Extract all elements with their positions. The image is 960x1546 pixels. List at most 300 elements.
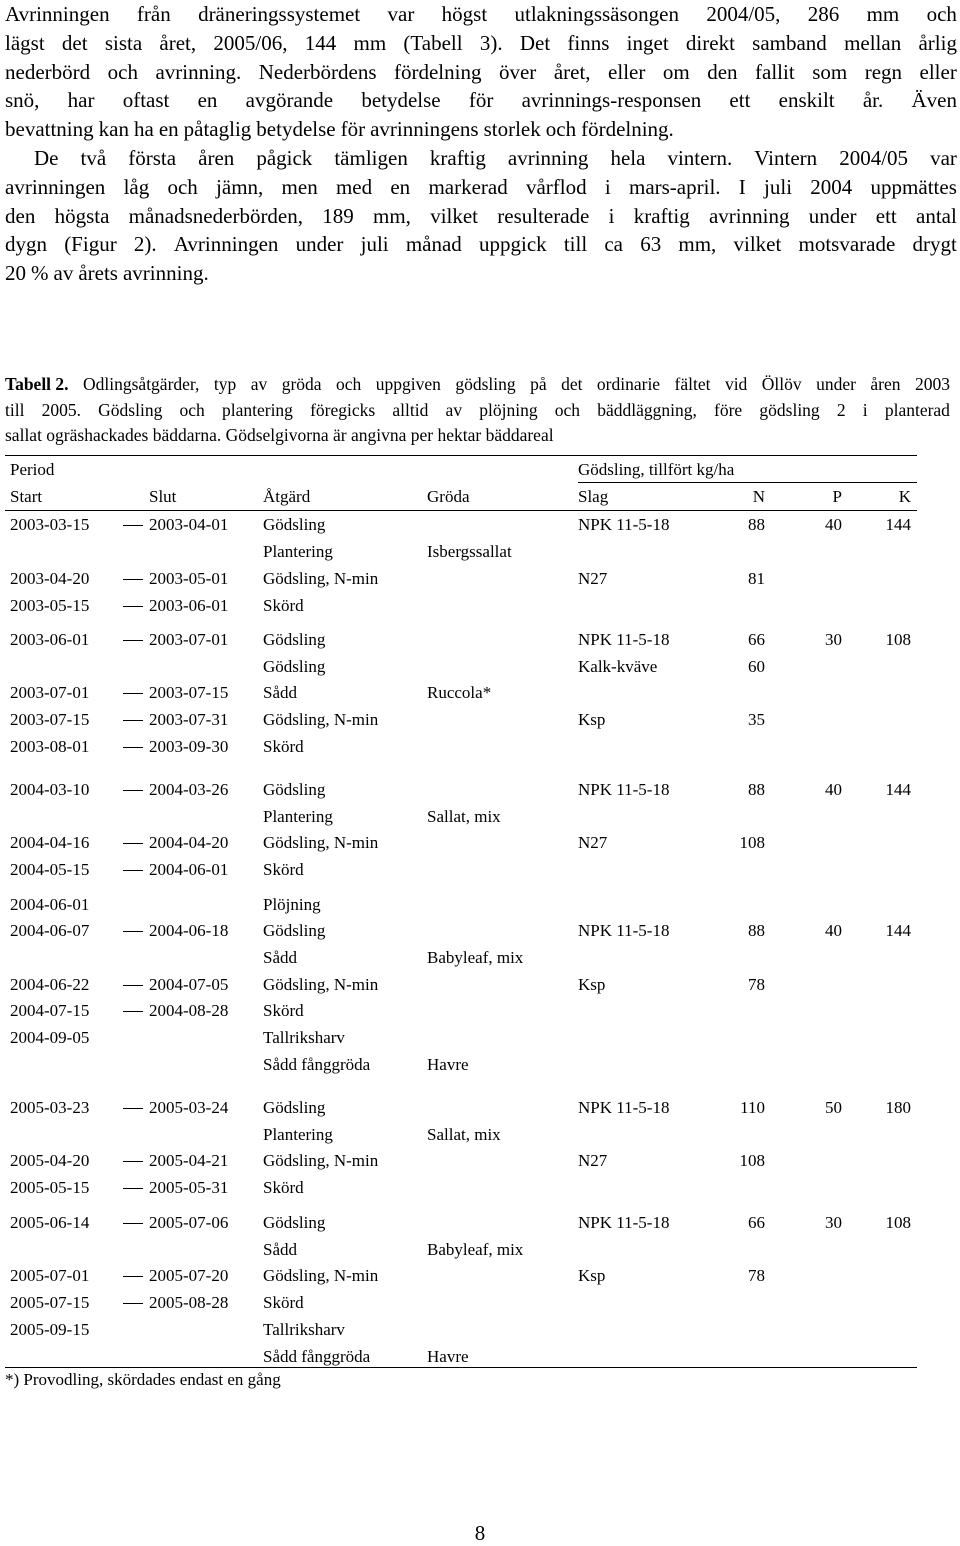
fertilizer-type-cell: NPK 11-5-18 <box>578 630 670 649</box>
paragraph-word: högst <box>441 2 488 26</box>
paragraph-word: inget <box>626 30 669 55</box>
paragraph-word: för <box>340 117 366 142</box>
paragraph-word: dräneringssystemet <box>198 2 361 26</box>
caption-word: och <box>179 399 205 420</box>
caption-word: till <box>5 399 25 420</box>
end-date-cell: 2005-03-24 <box>149 1098 229 1117</box>
nutrient-n-cell: 81 <box>748 569 765 588</box>
nutrient-p-cell: 30 <box>825 1213 842 1232</box>
nutrient-n-cell: 88 <box>748 515 765 534</box>
column-header-p: P <box>832 487 842 506</box>
paragraph-line <box>5 202 957 231</box>
paragraph-word: uppgick <box>478 232 547 257</box>
start-date-cell: 2004-06-22 <box>10 975 90 994</box>
paragraph-word: det <box>61 30 88 55</box>
paragraph-word: under <box>295 232 344 257</box>
date-range-dash <box>123 1303 143 1304</box>
start-date-cell: 2003-06-01 <box>10 630 90 649</box>
caption-word: 2 <box>836 399 846 420</box>
date-range-dash <box>123 931 143 932</box>
paragraph-word: vintern. <box>667 145 733 170</box>
paragraph-word: 189 <box>322 203 354 228</box>
action-cell: Gödsling, N-min <box>263 1266 379 1285</box>
paragraph-word: drygt <box>912 232 957 257</box>
paragraph-word: markerad <box>428 174 508 199</box>
caption-word: Gödsling <box>98 399 163 420</box>
end-date-cell: 2005-04-21 <box>149 1151 229 1170</box>
caption-word: och <box>554 399 581 420</box>
action-cell: Gödsling, N-min <box>263 1151 379 1170</box>
action-cell: Tallriksharv <box>263 1320 345 1339</box>
caption-line-3: sallat ogräshackades bäddarna. Gödselgivorna är angivna per hektar bäddareal <box>5 425 554 445</box>
paragraph-word: i <box>604 174 611 199</box>
crop-cell: Babyleaf, mix <box>427 1240 524 1259</box>
end-date-cell: 2004-08-28 <box>149 1001 229 1020</box>
start-date-cell: 2005-05-15 <box>10 1178 90 1197</box>
date-range-dash <box>123 870 143 871</box>
paragraph-word: mm, <box>678 232 717 257</box>
paragraph-word: två <box>80 145 107 170</box>
paragraph-word: 2004/05, <box>706 2 781 26</box>
paragraph-word: utlakningssäsongen <box>514 2 679 26</box>
paragraph-word: var <box>930 145 957 170</box>
paragraph-word: mm, <box>373 203 411 228</box>
paragraph-word: De <box>34 145 59 170</box>
paragraph-word: en <box>158 117 179 142</box>
action-cell: Sådd fånggröda <box>263 1055 371 1074</box>
caption-word: plantering <box>221 399 293 420</box>
fertilizer-type-cell: NPK 11-5-18 <box>578 1098 670 1117</box>
caption-word: det <box>561 374 583 394</box>
nutrient-n-cell: 66 <box>748 1213 765 1232</box>
paragraph-word: kan <box>98 117 129 142</box>
paragraph-word: nederbörd <box>5 59 91 84</box>
end-date-cell: 2004-07-05 <box>149 975 229 994</box>
paragraph-word: låg <box>123 174 150 199</box>
start-date-cell: 2005-06-14 <box>10 1213 90 1232</box>
action-cell: Gödsling <box>263 1098 326 1117</box>
crop-cell: Babyleaf, mix <box>427 948 524 967</box>
action-cell: Tallriksharv <box>263 1028 345 1047</box>
paragraph-word: åren <box>198 145 235 170</box>
caption-word: planterad <box>884 399 950 420</box>
paragraph-word: juli <box>764 174 793 199</box>
crop-cell: Sallat, mix <box>427 1125 501 1144</box>
paragraph-word: en <box>390 174 411 199</box>
paragraph-word: eller <box>919 59 957 84</box>
page-number: 8 <box>474 1521 486 1545</box>
end-date-cell: 2003-04-01 <box>149 515 229 534</box>
paragraph-word: tämligen <box>334 145 408 170</box>
paragraph-word: månadsnederbörden, <box>128 203 304 228</box>
action-cell: Skörd <box>263 860 304 879</box>
paragraph-word: snö, <box>5 88 40 113</box>
action-cell: Gödsling <box>263 630 326 649</box>
column-header-crop: Gröda <box>427 487 470 506</box>
nutrient-n-cell: 60 <box>748 657 765 676</box>
caption-word: uppgiven <box>375 374 441 394</box>
date-range-dash <box>123 579 143 580</box>
nutrient-n-cell: 78 <box>748 1266 765 1285</box>
paragraph-word: den <box>707 59 738 84</box>
end-date-cell: 2003-09-30 <box>149 737 229 756</box>
paragraph-word: 286 <box>807 2 840 26</box>
nutrient-p-cell: 40 <box>825 780 842 799</box>
start-date-cell: 2005-07-01 <box>10 1266 90 1285</box>
caption-word: på <box>530 374 547 394</box>
nutrient-p-cell: 40 <box>825 921 842 940</box>
paragraph-word: som <box>812 59 848 84</box>
paragraph-word: men <box>281 174 318 199</box>
action-cell: Sådd <box>263 683 297 702</box>
date-range-dash <box>123 693 143 694</box>
paragraph-word: finns <box>567 30 610 55</box>
action-cell: Gödsling, N-min <box>263 975 379 994</box>
paragraph-word: var <box>387 2 415 26</box>
fertilizer-type-cell: NPK 11-5-18 <box>578 1213 670 1232</box>
paragraph-word: storlek <box>483 117 541 142</box>
paragraph-line <box>5 144 957 173</box>
start-date-cell: 2003-05-15 <box>10 596 90 615</box>
caption-word: alltid <box>392 399 429 420</box>
paragraph-word: motsvarade <box>798 232 896 257</box>
paragraph-word: samband <box>752 30 827 55</box>
action-cell: Gödsling <box>263 515 326 534</box>
paragraph-word: månad <box>405 232 462 257</box>
paragraph-word: regn <box>864 59 903 84</box>
paragraph-word: året, <box>553 59 591 84</box>
crop-cell: Sallat, mix <box>427 807 501 826</box>
nutrient-n-cell: 88 <box>748 780 765 799</box>
nutrient-k-cell: 108 <box>885 1213 911 1232</box>
action-cell: Skörd <box>263 1001 304 1020</box>
paragraph-line <box>5 58 957 87</box>
start-date-cell: 2004-03-10 <box>10 780 90 799</box>
paragraph-word: betydelse <box>361 88 441 113</box>
nutrient-k-cell: 144 <box>885 921 911 940</box>
paragraph-word: avgörande <box>245 88 334 113</box>
paragraph-word: juli <box>360 232 389 257</box>
paragraph-word: fallit <box>755 59 795 84</box>
caption-word: gröda <box>281 374 322 394</box>
paragraph-line <box>5 259 957 288</box>
paragraph-word: % <box>31 261 49 286</box>
caption-label: Tabell 2. <box>5 374 69 394</box>
end-date-cell: 2005-05-31 <box>149 1178 229 1197</box>
caption-line-2 <box>5 398 950 424</box>
end-date-cell: 2003-07-15 <box>149 683 229 702</box>
fertilizer-type-cell: N27 <box>578 569 608 588</box>
action-cell: Skörd <box>263 1293 304 1312</box>
action-cell: Plantering <box>263 1125 333 1144</box>
paragraph-word: kraftig <box>429 145 486 170</box>
paragraph-word: avrinning. <box>155 59 242 84</box>
action-cell: Plantering <box>263 542 333 561</box>
paragraph-word: mm <box>353 30 387 55</box>
paragraph-word: fördelning. <box>581 117 674 142</box>
caption-word: bäddläggning, <box>597 399 697 420</box>
paragraph-word: 63 <box>640 232 662 257</box>
action-cell: Skörd <box>263 596 304 615</box>
date-range-dash <box>123 843 143 844</box>
start-date-cell: 2003-07-15 <box>10 710 90 729</box>
column-header-n: N <box>752 487 765 506</box>
date-range-dash <box>123 640 143 641</box>
action-cell: Gödsling, N-min <box>263 833 379 852</box>
start-date-cell: 2003-03-15 <box>10 515 90 534</box>
paragraph-word: i <box>608 203 615 228</box>
nutrient-k-cell: 108 <box>885 630 911 649</box>
paragraph-word: 2). <box>133 232 157 257</box>
nutrient-n-cell: 66 <box>748 630 765 649</box>
column-header-type: Slag <box>578 487 609 506</box>
start-date-cell: 2003-04-20 <box>10 569 90 588</box>
paragraph-word: år. <box>862 88 884 113</box>
paragraph-word: avrinning <box>507 145 589 170</box>
fertilizer-type-cell: N27 <box>578 833 608 852</box>
paragraph-word: enskilt <box>778 88 835 113</box>
paragraph-word: 2005/06, <box>213 30 288 55</box>
nutrient-n-cell: 88 <box>748 921 765 940</box>
paragraph-word: kraftig <box>633 203 690 228</box>
start-date-cell: 2004-04-16 <box>10 833 90 852</box>
paragraph-word: till <box>563 232 588 257</box>
caption-word: ordinarie <box>596 374 661 394</box>
column-header-action: Åtgärd <box>263 487 311 506</box>
paragraph-word: Det <box>519 30 551 55</box>
date-range-dash <box>123 985 143 986</box>
paragraph-word: eller <box>608 59 646 84</box>
paragraph-line <box>5 29 957 58</box>
paragraph-word: avrinningen <box>5 174 106 199</box>
fertilizer-type-cell: Ksp <box>578 1266 606 1285</box>
fertilizer-type-cell: N27 <box>578 1151 608 1170</box>
paragraph-word: ca <box>604 232 624 257</box>
end-date-cell: 2004-03-26 <box>149 780 229 799</box>
caption-word: gödsling <box>455 374 516 394</box>
nutrient-n-cell: 110 <box>740 1098 765 1117</box>
paragraph-word: lägst <box>5 30 45 55</box>
start-date-cell: 2005-07-15 <box>10 1293 90 1312</box>
end-date-cell: 2004-06-18 <box>149 921 229 940</box>
paragraph-word: betydelse <box>256 117 336 142</box>
date-range-dash <box>123 525 143 526</box>
paragraph-line <box>5 173 957 202</box>
fertilization-header: Gödsling, tillfört kg/ha <box>578 460 735 479</box>
nutrient-n-cell: 108 <box>739 833 765 852</box>
paragraph-word: jämn, <box>216 174 264 199</box>
date-range-dash <box>123 1011 143 1012</box>
paragraph-word: I <box>738 174 746 199</box>
date-range-dash <box>123 1108 143 1109</box>
nutrient-p-cell: 50 <box>825 1098 842 1117</box>
paragraph-word: (Figur <box>64 232 117 257</box>
paragraph-word: uppmättes <box>870 174 957 199</box>
paragraph-word: årlig <box>918 30 957 55</box>
caption-word: 2003 <box>914 374 950 394</box>
caption-line-1 <box>5 372 950 398</box>
date-range-dash <box>123 720 143 721</box>
action-cell: Gödsling, N-min <box>263 569 379 588</box>
action-cell: Skörd <box>263 737 304 756</box>
paragraph-word: avrinnings-responsen <box>521 88 702 113</box>
nutrient-n-cell: 35 <box>748 710 765 729</box>
paragraph-word: mm <box>866 2 900 26</box>
paragraph-word: 2004/05 <box>839 145 909 170</box>
paragraph-word: 20 <box>5 261 26 286</box>
action-cell: Gödsling, N-min <box>263 710 379 729</box>
paragraph-word: en <box>197 88 218 113</box>
paragraph-word: dygn <box>5 232 47 257</box>
caption-word: typ <box>213 374 237 394</box>
paragraph-word: årets <box>78 261 118 286</box>
end-date-cell: 2005-07-06 <box>149 1213 229 1232</box>
date-range-dash <box>123 790 143 791</box>
caption-word: i <box>862 399 868 420</box>
paragraph-word: ett <box>875 203 897 228</box>
paragraph-word: ha <box>133 117 154 142</box>
action-cell: Sådd <box>263 1240 297 1259</box>
date-range-dash <box>123 1276 143 1277</box>
fertilization-header-rule <box>578 482 917 483</box>
paragraph-word: över <box>498 59 537 84</box>
nutrient-p-cell: 40 <box>825 515 842 534</box>
paragraph-word: 144 <box>304 30 337 55</box>
paragraph-word: bevattning <box>5 117 94 142</box>
table-footnote: *) Provodling, skördades endast en gång <box>5 1370 281 1389</box>
caption-word: vid <box>724 374 748 394</box>
paragraph-word: Avrinningen <box>5 2 110 26</box>
fertilizer-type-cell: Ksp <box>578 975 606 994</box>
paragraph-word: året, <box>159 30 197 55</box>
paragraph-word: vårflod <box>525 174 587 199</box>
start-date-cell: 2003-07-01 <box>10 683 90 702</box>
action-cell: Gödsling <box>263 657 326 676</box>
paragraph-word: antal <box>916 203 957 228</box>
end-date-cell: 2005-07-20 <box>149 1266 229 1285</box>
start-date-cell: 2004-07-15 <box>10 1001 90 1020</box>
paragraph-word: för <box>468 88 494 113</box>
caption-word: fältet <box>674 374 711 394</box>
caption-word: av <box>250 374 268 394</box>
end-date-cell: 2003-07-01 <box>149 630 229 649</box>
paragraph-word: 3). <box>479 30 503 55</box>
fertilizer-type-cell: NPK 11-5-18 <box>578 921 670 940</box>
action-cell: Plöjning <box>263 895 321 914</box>
caption-word: Öllöv <box>761 374 802 394</box>
paragraph-word: Även <box>911 88 957 113</box>
paragraph-word: ett <box>729 88 751 113</box>
start-date-cell: 2005-09-15 <box>10 1320 90 1339</box>
paragraph-word: från <box>136 2 171 26</box>
table-caption <box>5 372 950 449</box>
start-date-cell: 2004-06-07 <box>10 921 90 940</box>
period-header: Period <box>10 460 55 479</box>
end-date-cell: 2004-06-01 <box>149 860 229 879</box>
nutrient-k-cell: 144 <box>885 515 911 534</box>
date-range-dash <box>123 1223 143 1224</box>
paragraph-word: och <box>926 2 957 26</box>
action-cell: Gödsling <box>263 921 326 940</box>
date-range-dash <box>123 747 143 748</box>
paragraph-word: fördelning <box>394 59 482 84</box>
paragraph-word: och <box>167 174 198 199</box>
column-header-rule <box>5 510 917 511</box>
start-date-cell: 2005-04-20 <box>10 1151 90 1170</box>
paragraph-word: och <box>545 117 577 142</box>
fertilizer-type-cell: NPK 11-5-18 <box>578 515 670 534</box>
start-date-cell: 2004-06-01 <box>10 895 90 914</box>
paragraph-word: högsta <box>54 203 110 228</box>
paragraph-word: av <box>53 261 74 286</box>
paragraph-word: pågick <box>256 145 313 170</box>
date-range-dash <box>123 606 143 607</box>
caption-word: 2005. <box>41 399 81 420</box>
start-date-cell: 2004-09-05 <box>10 1028 90 1047</box>
crop-cell: Havre <box>427 1055 469 1074</box>
date-range-dash <box>123 1161 143 1162</box>
paragraph-word: mars-april. <box>628 174 721 199</box>
paragraph-line <box>5 0 957 29</box>
caption-word: av <box>445 399 463 420</box>
nutrient-n-cell: 78 <box>748 975 765 994</box>
action-cell: Sådd fånggröda <box>263 1347 371 1366</box>
paragraph-word: har <box>67 88 95 113</box>
paragraph-word: vilket <box>430 203 479 228</box>
paragraph-word: resulterade <box>497 203 590 228</box>
column-header-end: Slut <box>149 487 177 506</box>
caption-word: föregicks <box>310 399 376 420</box>
nutrient-k-cell: 144 <box>885 780 911 799</box>
body-text <box>5 0 957 288</box>
crop-cell: Ruccola* <box>427 683 492 702</box>
table-bottom-rule <box>5 1367 917 1368</box>
column-header-start: Start <box>10 487 43 506</box>
action-cell: Gödsling <box>263 1213 326 1232</box>
action-cell: Plantering <box>263 807 333 826</box>
date-range-dash <box>123 1188 143 1189</box>
crop-cell: Havre <box>427 1347 469 1366</box>
paragraph-word: första <box>128 145 177 170</box>
paragraph-word: avrinning <box>708 203 790 228</box>
paragraph-word: 2004 <box>810 174 853 199</box>
paragraph-word: Avrinningen <box>173 232 279 257</box>
paragraph-word: den <box>5 203 36 228</box>
paragraph-1 <box>5 0 957 144</box>
paragraph-word: sista <box>104 30 143 55</box>
paragraph-2 <box>5 144 957 288</box>
crop-cell: Isbergssallat <box>427 542 512 561</box>
paragraph-word: direkt <box>685 30 735 55</box>
caption-word: gödsling <box>759 399 820 420</box>
paragraph-word: vilket <box>733 232 782 257</box>
paragraph-word: om <box>662 59 690 84</box>
paragraph-word: Nederbördens <box>258 59 377 84</box>
paragraph-line <box>5 230 957 259</box>
paragraph-line <box>5 86 957 115</box>
nutrient-k-cell: 180 <box>885 1098 911 1117</box>
start-date-cell: 2003-08-01 <box>10 737 90 756</box>
caption-word: under <box>816 374 856 394</box>
start-date-cell: 2004-05-15 <box>10 860 90 879</box>
paragraph-word: mellan <box>844 30 902 55</box>
paragraph-line <box>5 115 957 144</box>
caption-word: före <box>714 399 743 420</box>
fertilizer-type-cell: Ksp <box>578 710 606 729</box>
paragraph-word: Vintern <box>754 145 818 170</box>
end-date-cell: 2003-05-01 <box>149 569 229 588</box>
paragraph-word: och <box>107 59 138 84</box>
